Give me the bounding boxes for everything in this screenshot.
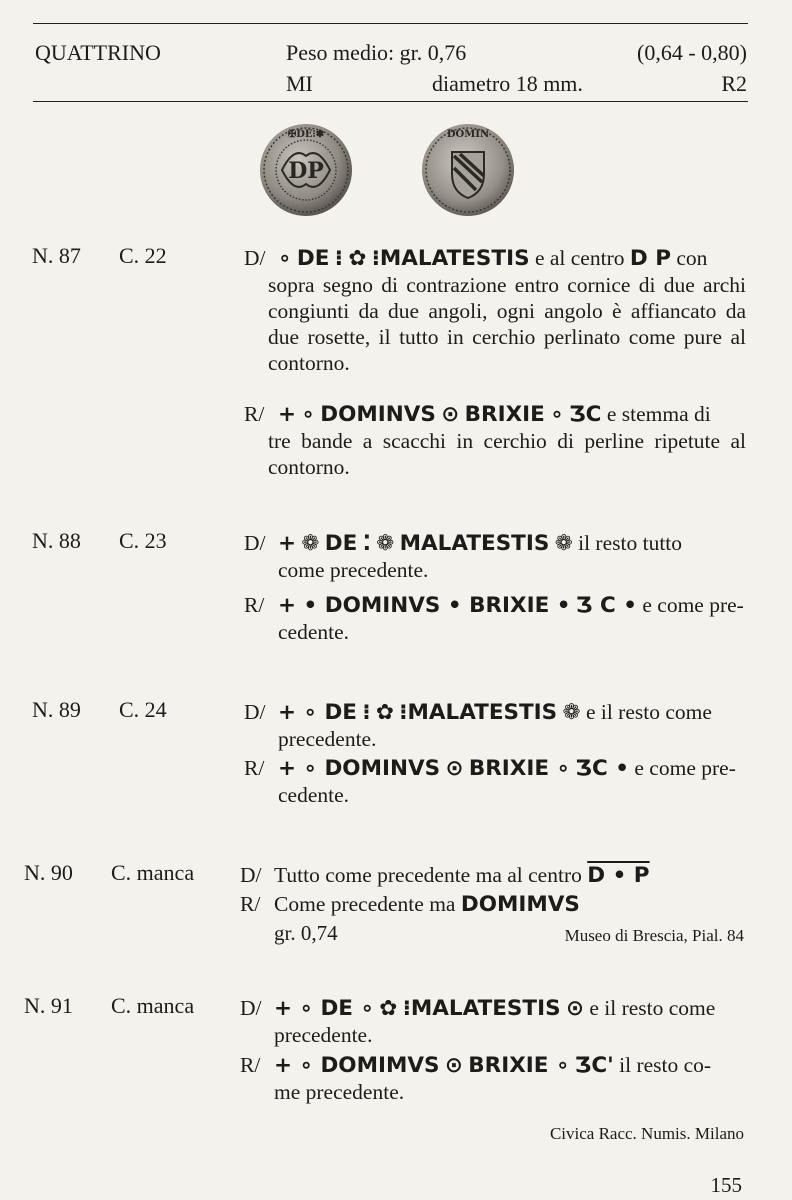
average-weight: Peso medio: gr. 0,76 xyxy=(286,40,467,65)
legend-part: ƷC xyxy=(569,402,602,427)
svg-text:✠DE⁝✽: ✠DE⁝✽ xyxy=(287,129,325,140)
ring-dot: ∘ xyxy=(550,402,564,427)
legend-part: Ʒ C • xyxy=(575,593,637,618)
rosette-icon: ✿ xyxy=(379,996,398,1021)
reverse-description xyxy=(240,1052,748,1105)
legend-part: DOMIMVS xyxy=(460,892,580,917)
circled-dot-icon: ⊙ xyxy=(444,1053,463,1078)
header-bottom-rule xyxy=(33,101,748,102)
description-continuation: tre bande a scacchi in cerchio di perline ripetute al contorno. xyxy=(268,429,746,479)
legend-part: ƷC' xyxy=(574,1053,614,1078)
catalog-reference: C. 24 xyxy=(119,697,167,722)
legend-part: DE xyxy=(296,246,330,271)
description-continuation: cedente. xyxy=(278,620,350,644)
coin-reverse-image xyxy=(420,122,516,218)
description-text: Tutto come precedente ma al centro xyxy=(274,863,582,887)
reverse-label: R/ xyxy=(240,1053,261,1077)
legend-part: DE xyxy=(324,531,358,556)
description-text: con xyxy=(676,246,708,270)
reverse-label: R/ xyxy=(244,593,265,617)
description-continuation: cedente. xyxy=(278,783,350,807)
coin-obverse-image xyxy=(258,122,354,218)
rosette-icon: ❁ xyxy=(301,531,320,556)
diameter: diametro 18 mm. xyxy=(432,71,583,96)
reverse-label: R/ xyxy=(244,402,265,426)
center-legend: D • P xyxy=(587,863,650,888)
colon-mark: ⁝ xyxy=(334,246,343,271)
reverse-description xyxy=(240,891,748,918)
description-text: il resto co- xyxy=(619,1053,712,1077)
colon-mark: ⁝ xyxy=(362,700,371,725)
reverse-label: R/ xyxy=(244,756,265,780)
obverse-description xyxy=(240,995,748,1048)
catalog-reference: C. 22 xyxy=(119,243,167,268)
collection-source: Civica Racc. Numis. Milano xyxy=(549,1124,744,1143)
reverse-description xyxy=(244,401,748,480)
description-text: e il resto come xyxy=(589,996,716,1020)
obverse-label: D/ xyxy=(240,996,262,1020)
circled-dot-icon: ⊙ xyxy=(441,402,460,427)
description-text: Come precedente ma xyxy=(274,892,456,916)
obverse-description xyxy=(244,699,748,752)
obverse-label: D/ xyxy=(244,531,266,555)
rosette-icon: ✿ xyxy=(375,700,394,725)
circled-dot-icon: ⊙ xyxy=(445,756,464,781)
obverse-label: D/ xyxy=(240,863,262,887)
legend-part: + ∘ DE ∘ xyxy=(274,996,374,1021)
catalog-reference: C. 23 xyxy=(119,528,167,553)
entry-number: N. 87 xyxy=(32,243,81,268)
description-continuation: me precedente. xyxy=(274,1080,405,1104)
legend-part: + xyxy=(278,531,297,556)
obverse-description xyxy=(240,862,748,889)
metal: MI xyxy=(286,71,313,96)
entry-number: N. 91 xyxy=(24,993,73,1018)
colon-mark: ⁝ xyxy=(399,700,408,725)
reverse-description xyxy=(244,755,748,808)
ring-dot: ∘ xyxy=(278,246,292,271)
obverse-description xyxy=(244,245,748,376)
rosette-icon: ✿ xyxy=(348,246,367,271)
catalog-reference: C. manca xyxy=(111,860,195,885)
legend-part: MALATESTIS xyxy=(379,246,530,271)
coin-weight: gr. 0,74 xyxy=(274,921,338,945)
ring-dot: ∘ xyxy=(301,402,315,427)
description-text: e il resto come xyxy=(585,700,712,724)
entry-number: N. 90 xyxy=(24,860,73,885)
reverse-description xyxy=(244,592,748,645)
header-top-rule xyxy=(33,23,748,24)
legend-part: ƷC • xyxy=(575,756,630,781)
description-continuation: come precedente. xyxy=(278,558,429,582)
description-continuation: precedente. xyxy=(274,1023,373,1047)
legend-part: BRIXIE ∘ xyxy=(468,756,571,781)
colon-mark: ⁝ xyxy=(371,246,380,271)
entry-number: N. 88 xyxy=(32,528,81,553)
svg-text:DOMIN: DOMIN xyxy=(446,129,490,140)
description-continuation: precedente. xyxy=(278,727,377,751)
colon-mark: ⁚ xyxy=(362,531,371,556)
obverse-description xyxy=(244,530,748,583)
legend-part: + ∘ DOMIMVS xyxy=(274,1053,440,1078)
legend-part: MALATESTIS xyxy=(399,531,550,556)
legend-part: + ∘ DE xyxy=(278,700,357,725)
rosette-icon: ❁ xyxy=(554,531,573,556)
page-number: 155 xyxy=(710,1173,742,1197)
reverse-label: R/ xyxy=(240,892,261,916)
circled-dot-icon: ⊙ xyxy=(565,996,584,1021)
rosette-icon: ❁ xyxy=(376,531,395,556)
entry-number: N. 89 xyxy=(32,697,81,722)
legend-part: + • DOMINVS • BRIXIE • xyxy=(278,593,571,618)
rarity: R2 xyxy=(721,71,747,96)
legend-part: MALATESTIS xyxy=(407,700,558,725)
rosette-icon: ❁ xyxy=(562,700,581,725)
weight-range: (0,64 - 0,80) xyxy=(637,40,747,65)
obverse-label: D/ xyxy=(244,246,266,270)
description-text: il resto tutto xyxy=(578,531,683,555)
colon-mark: ⁝ xyxy=(402,996,411,1021)
description-text: e come pre- xyxy=(634,756,736,780)
legend-part: + ∘ DOMINVS xyxy=(278,756,441,781)
denomination: QUATTRINO xyxy=(35,40,161,65)
description-text: e al centro xyxy=(534,246,625,270)
legend-part: BRIXIE ∘ xyxy=(468,1053,570,1078)
collection-source: Museo di Brescia, Pial. 84 xyxy=(564,926,744,945)
center-legend: D P xyxy=(629,246,671,271)
description-text: e stemma di xyxy=(606,402,711,426)
legend-part: + xyxy=(278,402,297,427)
description-continuation: sopra segno di contrazione entro cornice di due archi congiunti da due angoli, ogni angolo è affiancato da due rosette, il tutto in cerchio perlinato come pure al contorno. xyxy=(268,273,746,375)
obverse-label: D/ xyxy=(244,700,266,724)
legend-part: BRIXIE xyxy=(464,402,545,427)
svg-text:DP: DP xyxy=(288,158,324,184)
legend-part: MALATESTIS xyxy=(410,996,561,1021)
catalog-reference: C. manca xyxy=(111,993,195,1018)
legend-part: DOMINVS xyxy=(320,402,436,427)
description-text: e come pre- xyxy=(642,593,744,617)
